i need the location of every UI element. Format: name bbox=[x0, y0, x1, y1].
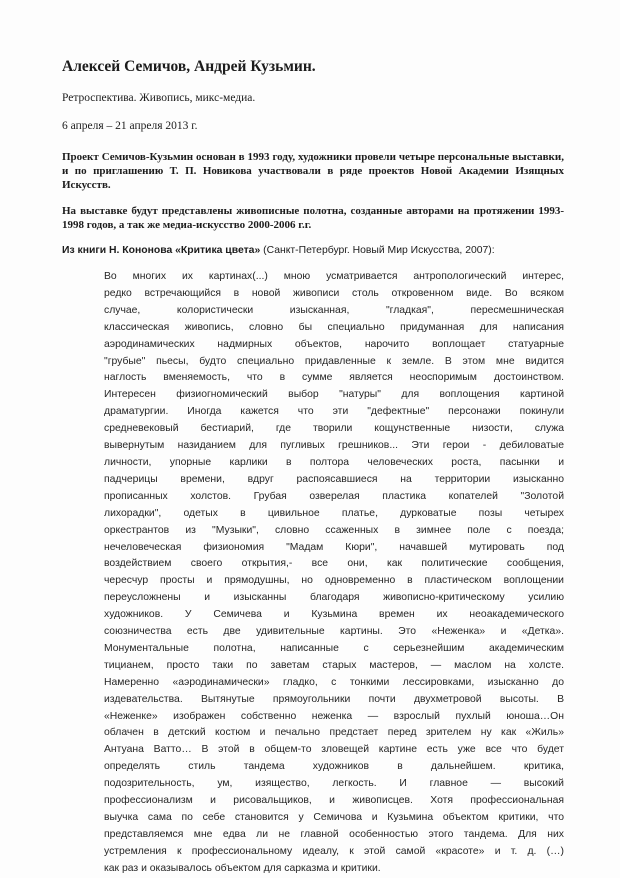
quote-line: средневековый бестиарий, где творили кощунственные низости, служа bbox=[104, 423, 564, 435]
quote-line: прописанных холстов. Грубая озверелая пластика копателей "Золотой bbox=[104, 490, 564, 502]
quote-line: подозрительность, ум, изящество, легкость. И главное — высокий bbox=[104, 778, 564, 790]
document-title: Алексей Семичов, Андрей Кузьмин. bbox=[62, 58, 316, 75]
quote-line: падчерицы времени, вдруг распоясавшиеся на территории изысканно bbox=[104, 473, 564, 485]
quote-line: представляемся мне едва ли не главной особенностью этого тандема. Для них bbox=[104, 828, 564, 840]
quote-line: Намеренно «аэродинамически» гладко, с тонкими лессировками, изысканно до bbox=[104, 676, 564, 688]
quote-line: драматургии. Иногда кажется что эти "дефектные" персонажи покинули bbox=[104, 406, 564, 418]
quote-line: редко встречающийся в новой живописи столь откровенном виде. Во всяком bbox=[104, 287, 564, 299]
project-description: Проект Семичов-Кузьмин основан в 1993 году, художники провели четыре персональные выставки, и по приглашению Т. П. Новикова участвовали в ряде проектов Новой Академии Изящных Искусств. bbox=[62, 151, 564, 191]
quote-line: "грубые" пьесы, будто специально придавленные к земле. В этом мне видится bbox=[104, 355, 564, 367]
quote-line: Антуана Ватто… В этой в общем-то зловещей картине есть уже все что будет bbox=[104, 744, 564, 756]
quote-line: лихорадки", одетых в цивильное платье, дурковатые позы четырех bbox=[104, 507, 564, 519]
quote-line: как раз и оказывалось объектом для сарказма и критики. bbox=[104, 862, 381, 874]
quote-line: «Неженке» изображен собственно неженка — взрослый пухлый юноша…Он bbox=[104, 710, 564, 722]
quote-line: воздействием своего открытия,- все они, как политические сообщения, bbox=[104, 558, 564, 570]
quote-line: Монументальные полотна, написанные с серьезнейшим академическим bbox=[104, 642, 564, 654]
quote-line: случае, колористически изысканная, "гладкая", пересмешническая bbox=[104, 304, 564, 316]
quote-text bbox=[104, 269, 564, 878]
quote-source-details: (Санкт-Петербург. Новый Мир Искусства, 2007): bbox=[260, 245, 495, 256]
quote-line: художников. У Семичева и Кузьмина времен их неоакадемического bbox=[104, 609, 564, 621]
quote-source bbox=[62, 245, 572, 256]
quote-line: аэродинамических надмирных объектов, нарочито воплощает статуарные bbox=[104, 338, 564, 350]
exhibition-description: На выставке будут представлены живописные полотна, созданные авторами на протяжении 1993-1998 годов, а так же медиа-искусство 2000-2006 г.г. bbox=[62, 205, 564, 231]
quote-line: переусложнены и изысканны благодаря живописно-критическому усилию bbox=[104, 592, 564, 604]
quote-line: определять стиль тандема художников в дальнейшем. критика, bbox=[104, 761, 564, 773]
quote-source-book: Из книги Н. Кононова «Критика цвета» bbox=[62, 245, 261, 256]
quote-line: издевательства. Вытянутые прямоугольники почти двухметровой высоты. В bbox=[104, 693, 564, 705]
quote-line: устремления к профессиональному идеалу, к этой самой «красоте» и т. д. (…) bbox=[104, 845, 564, 857]
quote-line: тицианем, просто таки по заветам старых мастеров, — маслом на холсте. bbox=[104, 659, 564, 671]
quote-line: Интересен физиогномический выбор "натуры" для воплощения картиной bbox=[104, 389, 564, 401]
quote-line: личности, упорные карлики в полтора человеческих роста, пасынки и bbox=[104, 456, 564, 468]
exhibition-subtitle: Ретроспектива. Живопись, микс-медиа. bbox=[62, 92, 256, 104]
quote-line: классическая живопись, словно бы специально придуманная для написания bbox=[104, 321, 564, 333]
quote-line: облачен в детский костюм и печально предстает перед зрителем ну как «Жиль» bbox=[104, 727, 564, 739]
quote-line: союзничества есть две удивительные картины. Это «Неженка» и «Детка». bbox=[104, 626, 564, 638]
quote-line: нечеловеческая физиономия "Мадам Кюри", начавшей мутировать под bbox=[104, 541, 564, 553]
quote-line: чересчур просты и прямодушны, но одновременно в пластическом воплощении bbox=[104, 575, 564, 587]
quote-line: наглость вменяемость, что в сумме является неоспоримым достоинством. bbox=[104, 372, 564, 384]
quote-line: оркестрантов из "Музыки", словно ссаженных в зимнее поле с поезда; bbox=[104, 524, 564, 536]
quote-line: Во многих их картинах(...) мною усматривается антропологический интерес, bbox=[104, 271, 564, 282]
quote-line: вывернутым назиданием для пугливых грешников... Эти герои - дебиловатые bbox=[104, 440, 564, 452]
quote-line: профессионализм и рисовальщиков, и живописцев. Хотя профессиональная bbox=[104, 795, 564, 807]
quote-line: выучка сама по себе становится у Семичова и Кузьмина объектом критики, что bbox=[104, 812, 564, 823]
exhibition-dates: 6 апреля – 21 апреля 2013 г. bbox=[62, 120, 198, 132]
